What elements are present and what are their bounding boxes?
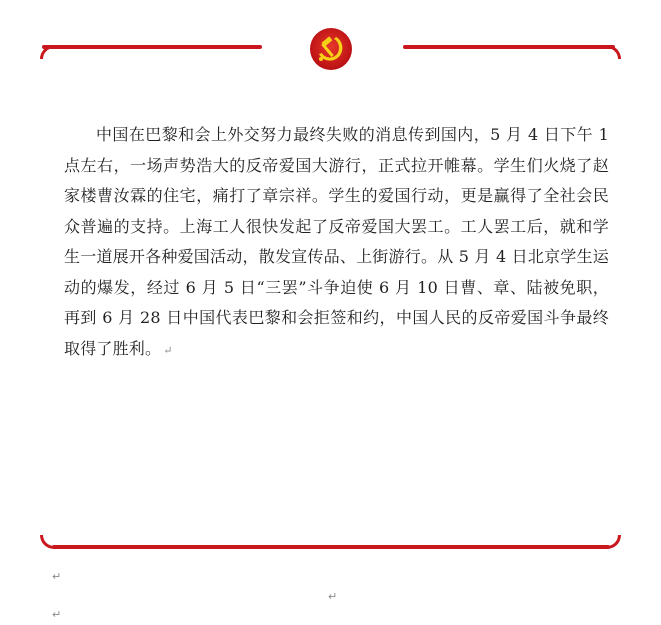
body-paragraph [64,120,609,366]
frame-bottom-line [52,545,610,549]
frame-bottom-right-curl [607,535,621,549]
empty-paragraph-mark: ↵ [52,608,62,621]
frame-top-right-curl [607,45,621,59]
party-emblem-icon [309,27,353,71]
empty-paragraph-mark: ↵ [328,590,338,603]
frame-top-line-right [403,45,615,49]
empty-paragraph-mark: ↵ [52,570,62,583]
frame-top-line-left [42,45,262,49]
paragraph-mark: ↵ [163,343,173,357]
paragraph-text: 中国在巴黎和会上外交努力最终失败的消息传到国内，5 月 4 日下午 1 点左右，一场声势浩大的反帝爱国大游行，正式拉开帷幕。学生们火烧了赵家楼曹汝霖的住宅，痛打了章宗祥。学生的爱国行动，更是赢得了全社会民众普遍的支持。上海工人很快发起了反帝爱国大罢工。工人罢工后，就和学生一道展开各种爱国活动，散发宣传品、上街游行。从 5 月 4 日北京学生运动的爆发，经过 6 月 5 日“三罢”斗争迫使 6 月 10 日曹、章、陆被免职，再到 6 月 28 日中国代表巴黎和会拒签和约，中国人民的反帝爱国斗争最终取得了胜利。 [64,125,609,358]
